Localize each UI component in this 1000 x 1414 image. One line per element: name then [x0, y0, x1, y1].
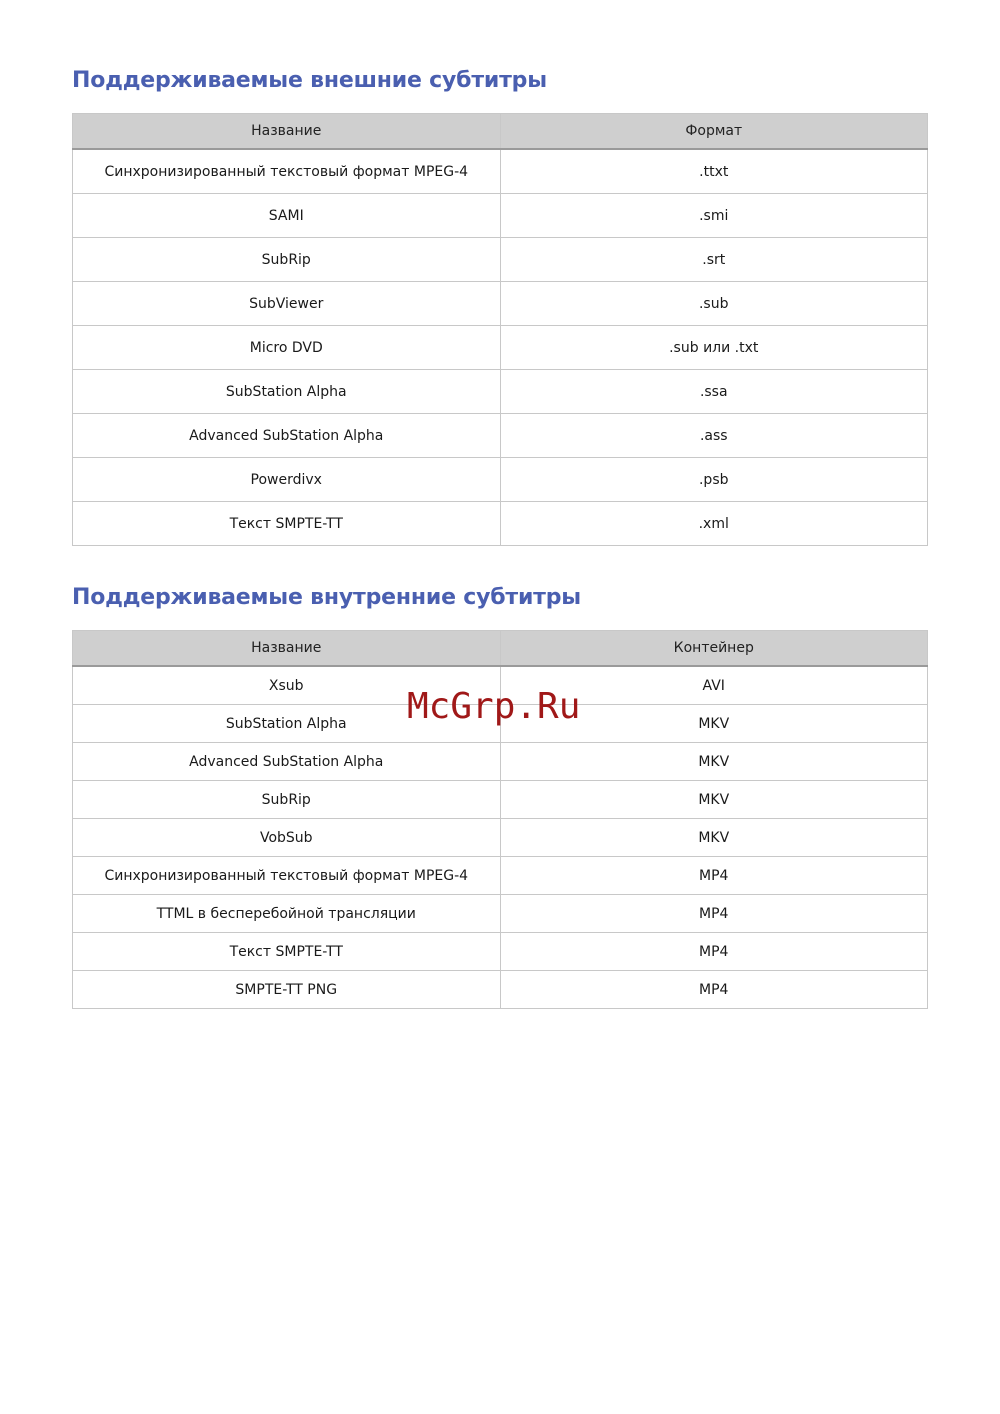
cell-container: MP4 [500, 933, 928, 971]
cell-format: .ass [500, 414, 928, 458]
cell-name: Синхронизированный текстовый формат MPEG-4 [73, 149, 501, 194]
internal-subtitles-table [72, 630, 928, 1009]
column-header-format: Формат [500, 114, 928, 150]
cell-format: .sub или .txt [500, 326, 928, 370]
cell-container: MKV [500, 781, 928, 819]
table-row [73, 666, 928, 705]
cell-format: .smi [500, 194, 928, 238]
cell-name: SubViewer [73, 282, 501, 326]
table-row [73, 819, 928, 857]
cell-container: MKV [500, 705, 928, 743]
table-row [73, 238, 928, 282]
cell-name: Синхронизированный текстовый формат MPEG-4 [73, 857, 501, 895]
cell-name: SMPTE-TT PNG [73, 971, 501, 1009]
cell-container: MKV [500, 819, 928, 857]
external-subtitles-title: Поддерживаемые внешние субтитры [72, 68, 547, 93]
table-row [73, 971, 928, 1009]
internal-subtitles-title: Поддерживаемые внутренние субтитры [72, 585, 581, 610]
cell-container: MP4 [500, 971, 928, 1009]
external-subtitles-table [72, 113, 928, 546]
column-header-name: Название [73, 114, 501, 150]
cell-format: .sub [500, 282, 928, 326]
table-row [73, 781, 928, 819]
table-row [73, 194, 928, 238]
cell-container: MP4 [500, 857, 928, 895]
table-row [73, 857, 928, 895]
cell-name: Powerdivx [73, 458, 501, 502]
cell-name: TTML в бесперебойной трансляции [73, 895, 501, 933]
cell-name: Micro DVD [73, 326, 501, 370]
table-row [73, 743, 928, 781]
watermark: McGrp.Ru [407, 686, 581, 727]
table-row [73, 370, 928, 414]
cell-name: SubStation Alpha [73, 370, 501, 414]
cell-name: VobSub [73, 819, 501, 857]
cell-name: SubStation Alpha [73, 705, 501, 743]
table-header-row [73, 114, 928, 150]
cell-container: MKV [500, 743, 928, 781]
cell-name: SubRip [73, 781, 501, 819]
table-row [73, 282, 928, 326]
cell-name: Xsub [73, 666, 501, 705]
table-row [73, 933, 928, 971]
cell-container: MP4 [500, 895, 928, 933]
cell-name: Текст SMPTE-TT [73, 502, 501, 546]
cell-format: .ssa [500, 370, 928, 414]
table-row [73, 895, 928, 933]
table-row [73, 414, 928, 458]
table-row [73, 149, 928, 194]
cell-name: Advanced SubStation Alpha [73, 414, 501, 458]
column-header-container: Контейнер [500, 631, 928, 667]
table-row [73, 458, 928, 502]
table-row [73, 502, 928, 546]
table-row [73, 705, 928, 743]
cell-name: SubRip [73, 238, 501, 282]
cell-name: Advanced SubStation Alpha [73, 743, 501, 781]
cell-name: Текст SMPTE-TT [73, 933, 501, 971]
table-row [73, 326, 928, 370]
column-header-name: Название [73, 631, 501, 667]
cell-container: AVI [500, 666, 928, 705]
cell-name: SAMI [73, 194, 501, 238]
cell-format: .ttxt [500, 149, 928, 194]
cell-format: .srt [500, 238, 928, 282]
table-header-row [73, 631, 928, 667]
cell-format: .psb [500, 458, 928, 502]
cell-format: .xml [500, 502, 928, 546]
